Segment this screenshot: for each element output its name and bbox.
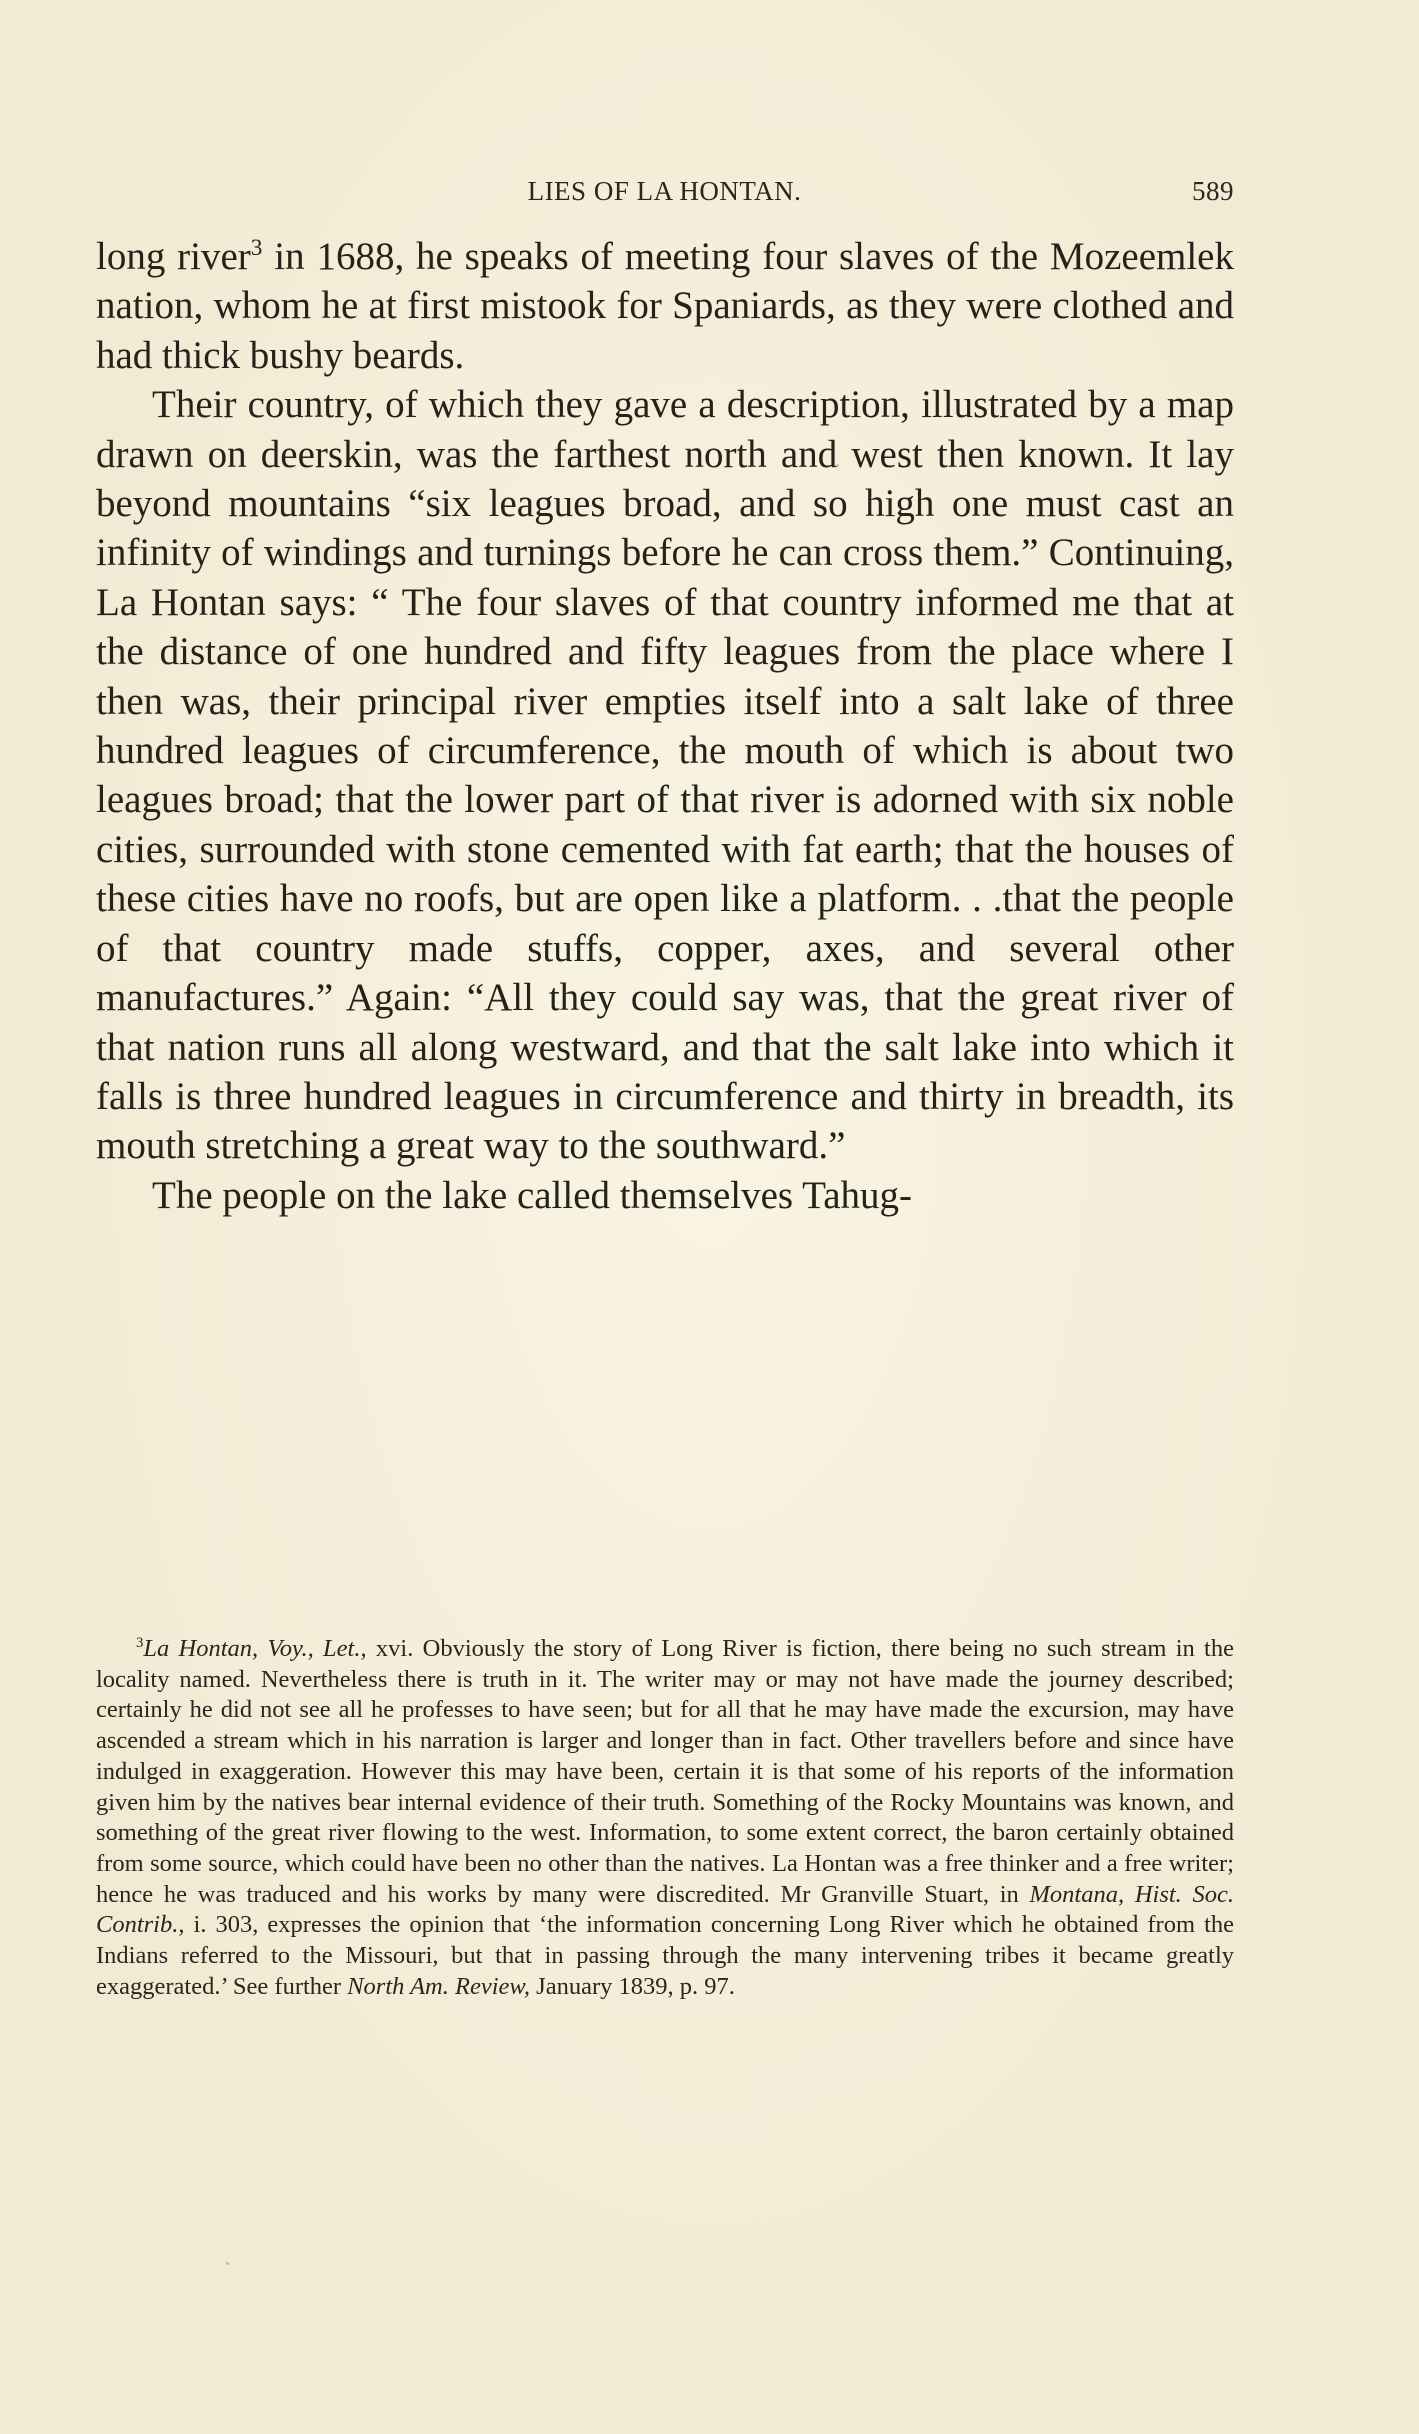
footnote-citation-2: Montana, Hist. Soc. Contrib., [96, 1880, 1234, 1939]
footnote-reference: 3 [250, 235, 263, 261]
paragraph-3: The people on the lake called themselves Tahug- [152, 1173, 913, 1217]
footnote-text-3: January 1839, p. 97. [530, 1972, 735, 2000]
paragraph-2: Their country, of which they gave a description, illustrated by a map drawn on deerskin, was the farthest north and west then known. It lay beyond mountains “six leagues broad, and so high one must cast an infinity of windings and turnings before he can cross them.” Continuing, La Hontan says: “ The four slaves of that country informed me that at the distance of one hundred and fifty leagues from the place where I then was, their principal river empties itself into a salt lake of three hundred leagues of circumference, the mouth of which is about two leagues broad; that the lower part of that river is adorned with six noble cities, surrounded with stone cemented with fat earth; that the houses of these cities have no roofs, but are open like a platform. . .that the people of that country made stuffs, copper, axes, and several other manufactures.” Again: “All they could say was, that the great river of that nation runs all along westward, and that the salt lake into which it falls is three hundred leagues in circumference and thirty in breadth, its mouth stretching a great way to the southward.” [96, 383, 1234, 1168]
footnote-text-1: xvi. Obviously the story of Long River is fiction, there being no such stream in the locality named. Nevertheless there is truth in it. The writer may or may not have made the journey described; certainly he did not see all he professes to have seen; but for all that he may have made the excursion, may have ascended a stream which in his narration is larger and longer than in fact. Other travellers before and since have indulged in exaggeration. However this may have been, certain it is that some of his reports of the information given him by the natives bear internal evidence of their truth. Something of the Rocky Mountains was known, and something of the great river flowing to the west. Information, to some extent correct, the baron certainly obtained from some source, which could have been no other than the natives. La Hontan was a free thinker and a free writer; hence he was traduced and his works by many were discredited. Mr Granville Stuart, in [96, 1635, 1234, 1908]
footnote-3 [96, 1634, 1234, 2002]
page-header [95, 172, 1234, 216]
main-text [96, 232, 1234, 1220]
footnote-citation-3: North Am. Review, [347, 1972, 531, 2000]
footnotes [96, 1634, 1234, 2002]
footnote-marker: 3 [136, 1634, 144, 1651]
paragraph-1 [96, 232, 1234, 380]
paper-speck [836, 464, 839, 467]
paper-speck [226, 2262, 229, 2265]
footnote-text-2: i. 303, expresses the opinion that ‘the information concerning Long River which he obtained from the Indians referred to the Missouri, but that in passing through the many intervening tribes it became greatly exaggerated.’ See further [96, 1911, 1234, 2000]
paragraph-1-start: long river [96, 235, 251, 278]
footnote-citation-1: La Hontan, Voy., Let., [143, 1635, 367, 1662]
paragraph-1-rest: in 1688, he speaks of meeting four slaves of the Mozeemlek nation, whom he at first mistook for Spaniards, as they were clothed and had thick bushy beards. [96, 235, 1234, 377]
page-number: 589 [1192, 176, 1234, 206]
running-head: LIES OF LA HONTAN. [527, 176, 802, 206]
